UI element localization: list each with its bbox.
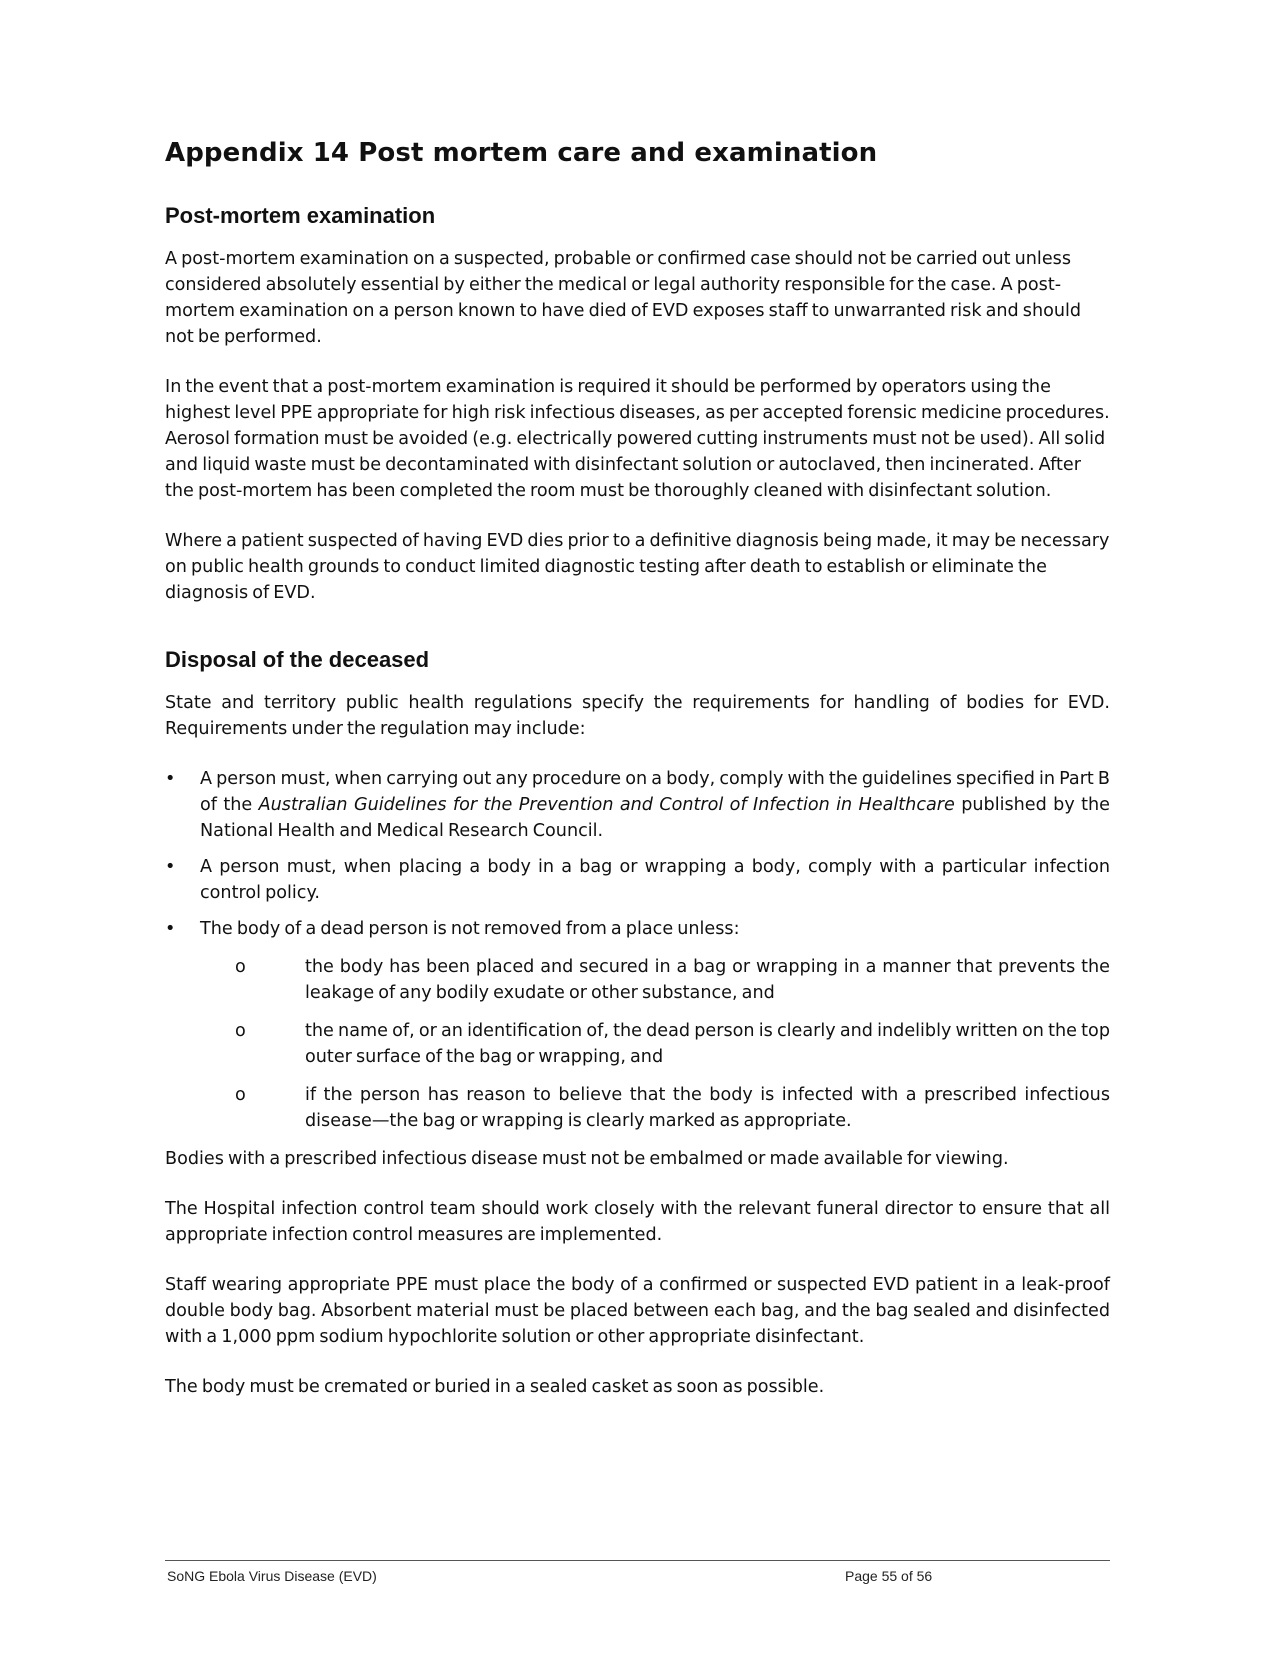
section-heading: Disposal of the deceased [165,647,430,672]
sub-list-item-text: the body has been placed and secured in a bag or wrapping in a manner that prevents the leakage of any bodily exudate or other substance, and [305,957,1110,1003]
paragraph: Where a patient suspected of having EVD dies prior to a definitive diagnosis being made, it may be necessary on public health grounds to conduct limited diagnostic testing after death to establish or eliminate the diagnosis of EVD. [165,531,1110,603]
guideline-title: Australian Guidelines for the Prevention and Control of Infection in Healthcare [258,795,955,815]
requirements-list [165,766,1110,1134]
list-item-text: The body of a dead person is not removed from a place unless: [200,919,740,939]
bullet-icon: • [165,857,176,877]
sub-bullet-icon: o [235,957,246,977]
list-item [165,916,1110,1134]
paragraph: State and territory public health regulations specify the requirements for handling of bodies for EVD. Requirements under the regulation may include: [165,693,1110,739]
list-item [165,766,1110,844]
page-title: Appendix 14 Post mortem care and examination [165,138,878,168]
bullet-icon: • [165,919,176,939]
sub-list-item [165,1018,1110,1070]
footer-document-title: SoNG Ebola Virus Disease (EVD) [167,1568,377,1584]
footer-page-number: Page 55 of 56 [845,1568,933,1584]
sub-list-item-text: the name of, or an identification of, the dead person is clearly and indelibly written on the top outer surface of the bag or wrapping, and [305,1021,1110,1067]
page-footer [165,1560,1110,1589]
page-content [165,136,1110,1424]
list-item-text: A person must, when carrying out any procedure on a body, comply with the guidelines specified in Part B of the [200,769,1110,815]
paragraph: Bodies with a prescribed infectious disease must not be embalmed or made available for viewing. [165,1149,1009,1169]
sub-list-item-text: if the person has reason to believe that the body is infected with a prescribed infectious disease—the bag or wrapping is clearly marked as appropriate. [305,1085,1110,1131]
sub-bullet-icon: o [235,1085,246,1105]
paragraph: A post-mortem examination on a suspected, probable or confirmed case should not be carried out unless considered absolutely essential by either the medical or legal authority responsible for the case. A post-mortem examination on a person known to have died of EVD exposes staff to unwarranted risk and should not be performed. [165,249,1082,347]
list-item-text: published by the National Health and Medical Research Council. [200,795,1110,841]
sub-bullet-icon: o [235,1021,246,1041]
list-item-text: A person must, when placing a body in a bag or wrapping a body, comply with a particular infection control policy. [200,857,1110,903]
paragraph: The Hospital infection control team should work closely with the relevant funeral director to ensure that all appropriate infection control measures are implemented. [165,1199,1110,1245]
paragraph: In the event that a post-mortem examination is required it should be performed by operators using the highest level PPE appropriate for high risk infectious diseases, as per accepted forensic medicine procedures. Aerosol formation must be avoided (e.g. electrically powered cutting instruments must not be used). All solid and liquid waste must be decontaminated with disinfectant solution or autoclaved, then incinerated. After the post-mortem has been completed the room must be thoroughly cleaned with disinfectant solution. [165,377,1110,501]
bullet-icon: • [165,769,176,789]
sub-list-item [165,954,1110,1006]
section-heading: Post-mortem examination [165,203,436,228]
paragraph: Staff wearing appropriate PPE must place the body of a confirmed or suspected EVD patient in a leak-proof double body bag. Absorbent material must be placed between each bag, and the bag sealed and disinfected with a 1,000 ppm sodium hypochlorite solution or other appropriate disinfectant. [165,1275,1110,1347]
list-item [165,854,1110,906]
sub-list-item [165,1082,1110,1134]
paragraph: The body must be cremated or buried in a sealed casket as soon as possible. [165,1377,825,1397]
sub-list [200,954,1110,1134]
